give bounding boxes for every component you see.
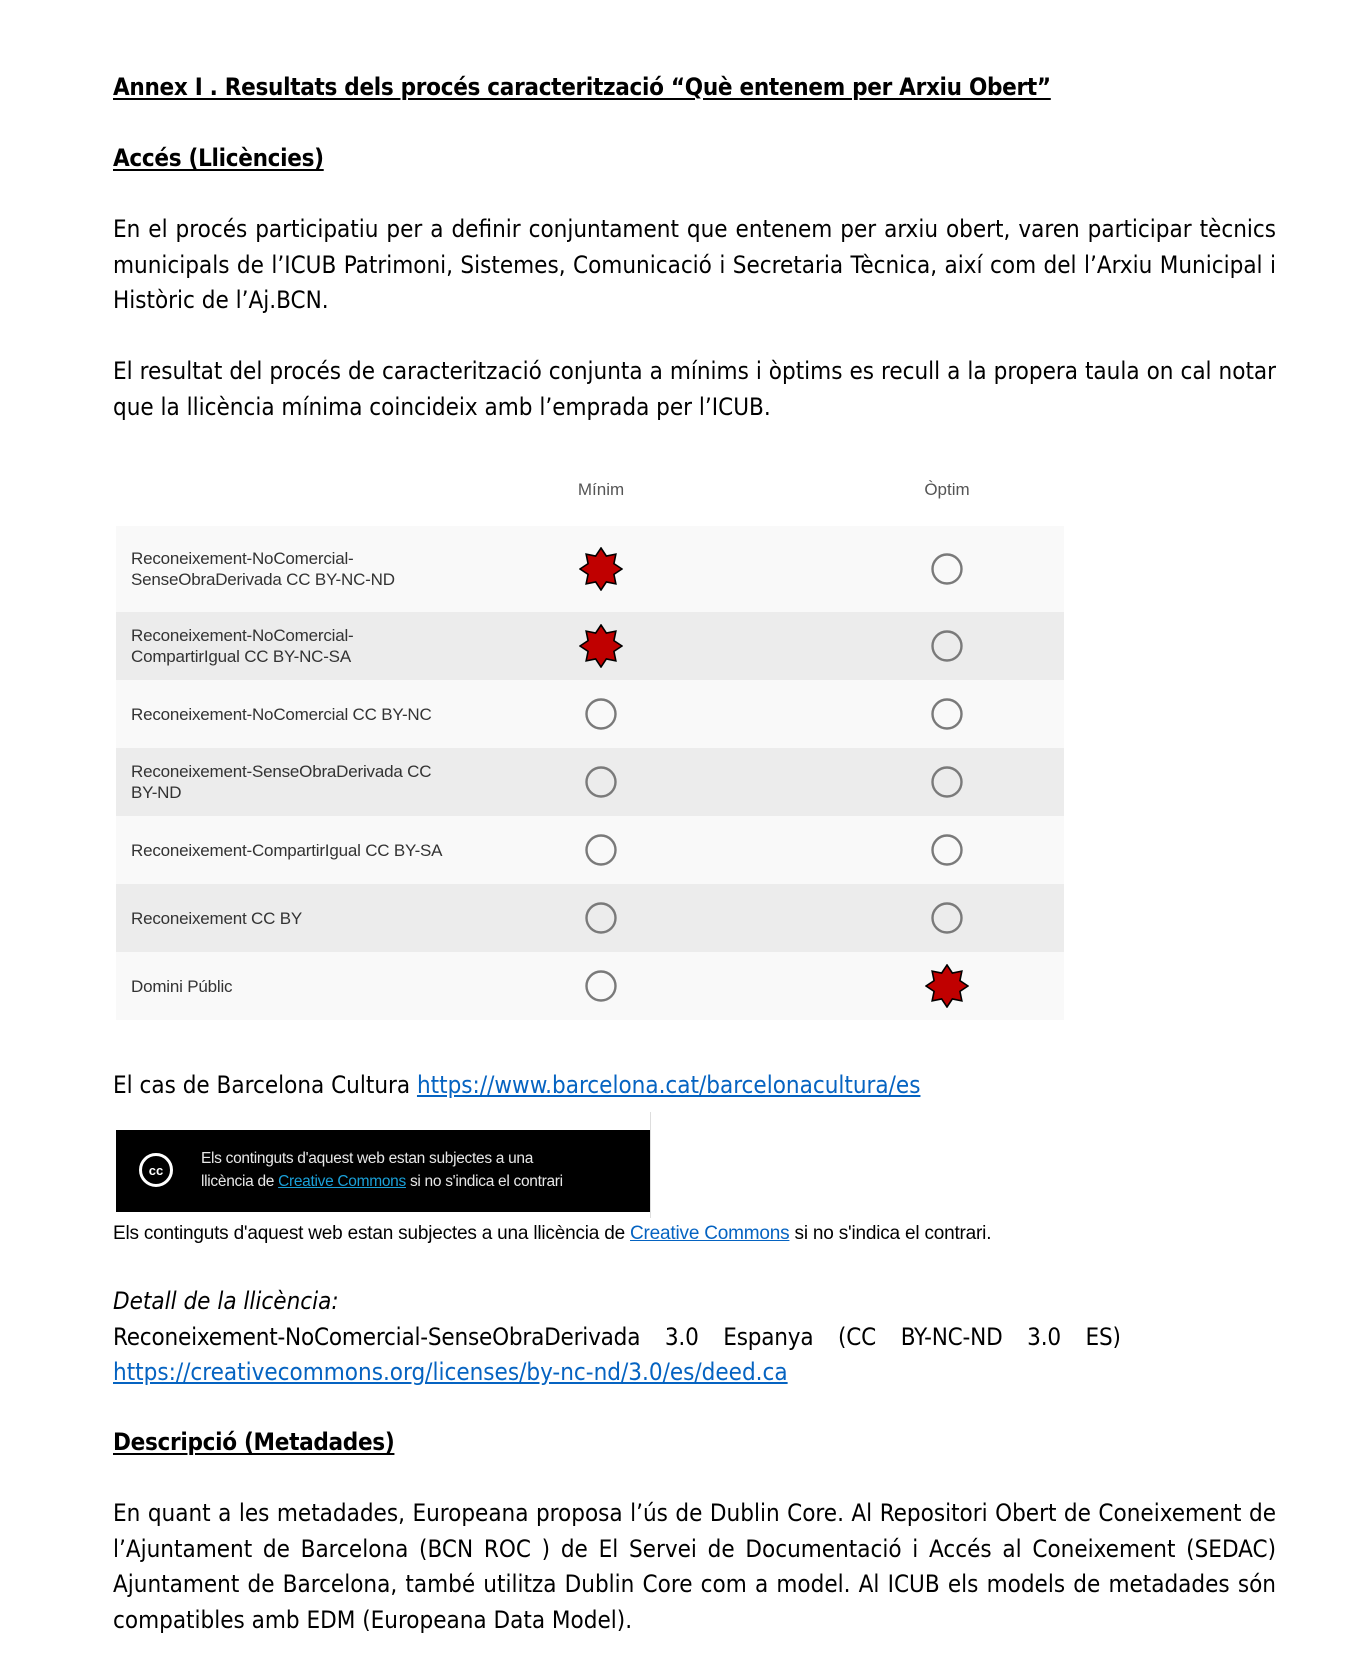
barcelona-cultura-link[interactable]: https://www.barcelona.cat/barcelonacultura/es (416, 1071, 921, 1099)
license-table-row (116, 952, 1064, 1020)
license-label: Reconeixement-NoComercial-SenseObraDerivada CC BY-NC-ND (131, 549, 395, 589)
barcelona-case-prefix: El cas de Barcelona Cultura (113, 1071, 417, 1099)
license-label: Domini Públic (131, 976, 233, 996)
empty-circle-icon (925, 624, 969, 668)
license-label: Reconeixement-NoComercial CC BY-NC (131, 704, 432, 724)
cc-banner-line-2 (201, 1170, 563, 1193)
license-label: Reconeixement CC BY (131, 908, 302, 928)
license-deed-link[interactable]: https://creativecommons.org/licenses/by-nc-nd/3.0/es/deed.ca (113, 1358, 788, 1386)
selected-star-icon (925, 964, 969, 1008)
license-detail-text: Reconeixement-NoComercial-SenseObraDerivada 3.0 Espanya (CC BY-NC-ND 3.0 ES) (113, 1323, 1121, 1351)
empty-circle-icon (579, 828, 623, 872)
license-label: Reconeixement-CompartirIgual CC BY-SA (131, 840, 443, 860)
license-table-row (116, 816, 1064, 884)
barcelona-case-line (113, 1068, 920, 1104)
cc-banner-line2-suffix: si no s'indica el contrari (405, 1173, 563, 1190)
license-label: Reconeixement-NoComercial-CompartirIgual CC BY-NC-SA (131, 626, 354, 666)
empty-circle-icon (925, 692, 969, 736)
empty-circle-icon (579, 964, 623, 1008)
column-header-minim: Mínim (577, 480, 625, 499)
license-table-row (116, 612, 1064, 680)
empty-circle-icon (579, 896, 623, 940)
cc-banner-line2-prefix: llicència de (201, 1173, 279, 1190)
license-table-row (116, 748, 1064, 816)
license-detail-label: Detall de la llicència: (113, 1287, 339, 1315)
license-table (116, 526, 1064, 1020)
access-heading: Accés (Llicències) (113, 144, 324, 172)
license-table-header (116, 472, 1064, 508)
empty-circle-icon (579, 760, 623, 804)
caption-creative-commons-link[interactable]: Creative Commons (630, 1223, 790, 1244)
access-paragraph-2: El resultat del procés de caracterització conjunta a mínims i òptims es recull a la propera taula on cal notar que la llicència mínima coincideix amb l’emprada per l’ICUB. (113, 357, 1276, 421)
license-table-row (116, 884, 1064, 952)
empty-circle-icon (579, 692, 623, 736)
license-label: Reconeixement-SenseObraDerivada CC BY-ND (131, 762, 432, 802)
cc-banner-creative-commons-link[interactable]: Creative Commons (278, 1173, 406, 1190)
description-heading: Descripció (Metadades) (113, 1428, 395, 1456)
empty-circle-icon (925, 760, 969, 804)
column-header-optim: Òptim (924, 480, 970, 499)
cc-banner (116, 1130, 650, 1212)
cc-icon (138, 1152, 174, 1188)
empty-circle-icon (925, 896, 969, 940)
access-paragraph-1: En el procés participatiu per a definir conjuntament que entenem per arxiu obert, varen participar tècnics municipals de l’ICUB Patrimoni, Sistemes, Comunicació i Secretaria Tècnica, així com del l’Arxiu Municipal i Històric de l’Aj.BCN. (113, 215, 1276, 314)
banner-divider (650, 1112, 651, 1218)
caption-suffix: si no s'indica el contrari. (789, 1223, 992, 1244)
license-table-row (116, 680, 1064, 748)
svg-text:cc: cc (148, 1163, 164, 1178)
annex-title: Annex I . Resultats dels procés caracterització “Què entenem per Arxiu Obert” (113, 73, 1051, 101)
cc-banner-text (201, 1147, 563, 1193)
license-table-row (116, 526, 1064, 612)
description-paragraph: En quant a les metadades, Europeana proposa l’ús de Dublin Core. Al Repositori Obert de Coneixement de l’Ajuntament de Barcelona (BCN ROC ) de El Servei de Documentació i Accés al Coneixement (SEDAC) Ajuntament de Barcelona, també utilitza Dublin Core com a model. Al ICUB els models de metadades són compatibles amb EDM (Europeana Data Model). (113, 1499, 1276, 1634)
selected-star-icon (579, 547, 623, 591)
license-detail-url-line (113, 1355, 788, 1391)
selected-star-icon (579, 624, 623, 668)
caption-prefix: Els continguts d'aquest web estan subjectes a una llicència de (113, 1223, 631, 1244)
cc-caption (113, 1220, 991, 1248)
cc-banner-line-1: Els continguts d'aquest web estan subjectes a una (201, 1150, 534, 1167)
empty-circle-icon (925, 828, 969, 872)
empty-circle-icon (925, 547, 969, 591)
